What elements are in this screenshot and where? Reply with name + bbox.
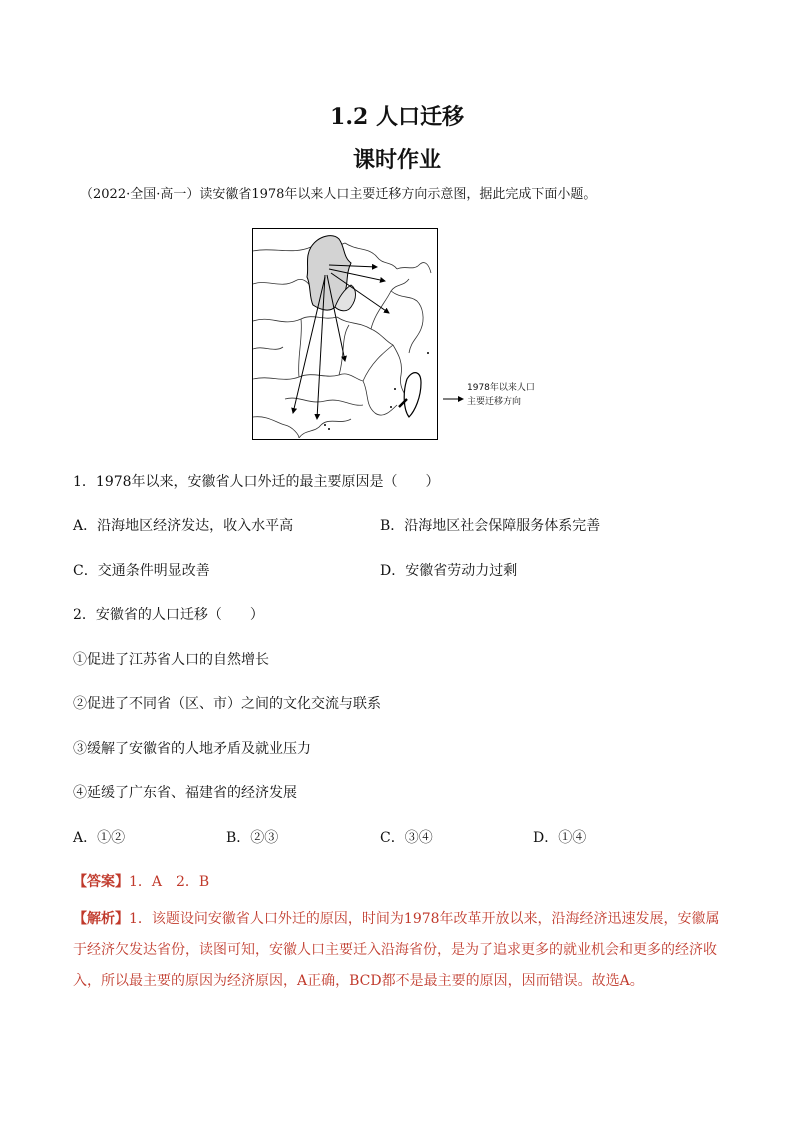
question-intro: （2022·全国·高一）读安徽省1978年以来人口主要迁移方向示意图，据此完成下面小题。 xyxy=(80,187,597,202)
question-1-stem: 1．1978年以来，安徽省人口外迁的最主要原因是（ ） xyxy=(73,474,440,490)
map-drawing xyxy=(253,229,436,438)
legend-line-1: 1978年以来人口 xyxy=(467,383,535,393)
q2-option-c: C．③④ xyxy=(380,830,433,846)
question-2-stem: 2．安徽省的人口迁移（ ） xyxy=(73,607,264,623)
answer-text: 1．A 2．B xyxy=(129,874,210,890)
legend-line-2: 主要迁移方向 xyxy=(467,397,522,407)
analysis-label: 【解析】 xyxy=(73,911,129,927)
q1-option-a: A．沿海地区经济发达，收入水平高 xyxy=(73,518,294,534)
q1-option-b: B．沿海地区社会保障服务体系完善 xyxy=(380,518,601,534)
q2-statement: ④延缓了广东省、福建省的经济发展 xyxy=(73,785,297,801)
q2-option-d: D．①④ xyxy=(533,830,587,846)
map-legend xyxy=(443,383,535,407)
page-title: 1.2 人口迁移 xyxy=(330,104,464,130)
taiwan-island xyxy=(404,373,421,417)
legend-arrow-icon xyxy=(443,395,465,403)
answer-label: 【答案】 xyxy=(73,874,129,890)
q2-option-b: B．②③ xyxy=(226,830,279,846)
q2-statement: ②促进了不同省（区、市）之间的文化交流与联系 xyxy=(73,696,381,712)
q1-option-d: D．安徽省劳动力过剩 xyxy=(380,563,518,579)
q2-option-a: A．①② xyxy=(73,830,126,846)
answer-block xyxy=(73,871,209,891)
q1-option-c: C．交通条件明显改善 xyxy=(73,563,210,579)
analysis-text: 1．该题设问安徽省人口外迁的原因，时间为1978年改革开放以来，沿海经济迅速发展，安徽属于经济欠发达省份，读图可知，安徽人口主要迁入沿海省份，是为了追求更多的就业机会和更多的经济收入，所以最主要的原因为经济原因，A正确，BCD都不是最主要的原因，因而错误。故选A。 xyxy=(73,911,720,989)
analysis-block xyxy=(73,904,723,997)
page-subtitle: 课时作业 xyxy=(352,147,441,173)
migration-map xyxy=(252,228,438,440)
q2-statement: ①促进了江苏省人口的自然增长 xyxy=(73,652,269,668)
q2-statement: ③缓解了安徽省的人地矛盾及就业压力 xyxy=(73,741,311,757)
